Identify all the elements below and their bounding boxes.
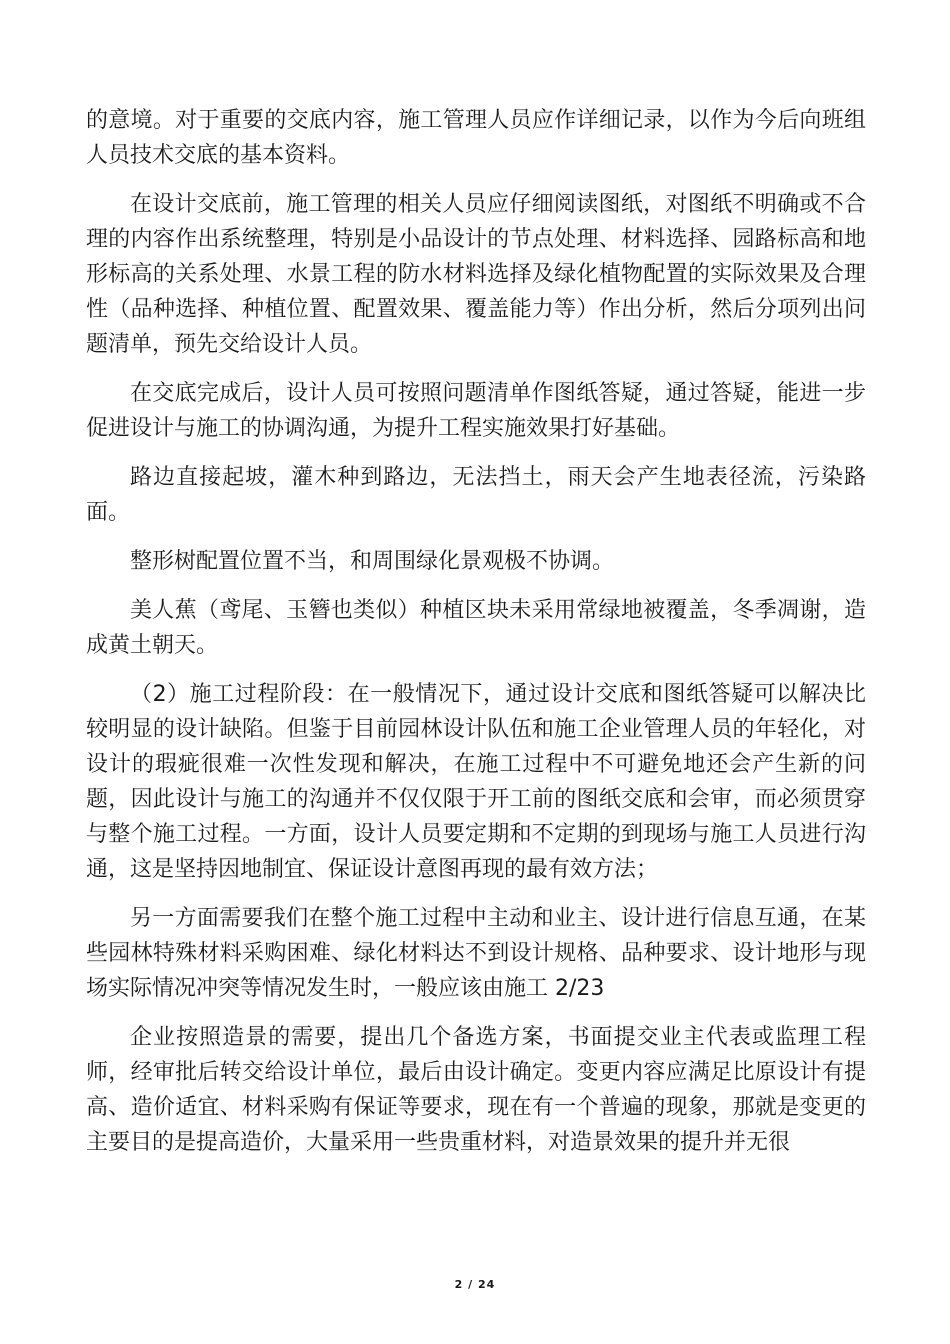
paragraph-8: 另一方面需要我们在整个施工过程中主动和业主、设计进行信息互通，在某些园林特殊材料采购困难、绿化材料达不到设计规格、品种要求、设计地形与现场实际情况冲突等情况发生时，一般应该由施工 2/23 [86,906,866,1001]
paragraph-3: 在交底完成后，设计人员可按照问题清单作图纸答疑，通过答疑，能进一步促进设计与施工的协调沟通，为提升工程实施效果打好基础。 [86,381,866,441]
paragraph-2: 在设计交底前，施工管理的相关人员应仔细阅读图纸，对图纸不明确或不合理的内容作出系统整理，特别是小品设计的节点处理、材料选择、园路标高和地形标高的关系处理、水景工程的防水材料选择及绿化植物配置的实际效果及合理性（品种选择、种植位置、配置效果、覆盖能力等）作出分析，然后分项列出问题清单，预先交给设计人员。 [86,192,866,357]
paragraph-9: 企业按照造景的需要，提出几个备选方案，书面提交业主代表或监理工程师，经审批后转交给设计单位，最后由设计确定。变更内容应满足比原设计有提高、造价适宜、材料采购有保证等要求，现在有一个普遍的现象，那就是变更的主要目的是提高造价，大量采用一些贵重材料，对造景效果的提升并无很 [86,1025,866,1155]
document-body [86,103,866,1174]
paragraph-7: （2）施工过程阶段：在一般情况下，通过设计交底和图纸答疑可以解决比较明显的设计缺陷。但鉴于目前园林设计队伍和施工企业管理人员的年轻化，对设计的瑕疵很难一次性发现和解决，在施工过程中不可避免地还会产生新的问题，因此设计与施工的沟通并不仅仅限于开工前的图纸交底和会审，而必须贯穿与整个施工过程。一方面，设计人员要定期和不定期的到现场与施工人员进行沟通，这是坚持因地制宜、保证设计意图再现的最有效方法； [86,682,866,882]
paragraph-6: 美人蕉（鸢尾、玉簪也类似）种植区块未采用常绿地被覆盖，冬季凋谢，造成黄土朝天。 [86,598,866,658]
paragraph-1: 的意境。对于重要的交底内容，施工管理人员应作详细记录，以作为今后向班组人员技术交底的基本资料。 [86,108,866,168]
paragraph-5: 整形树配置位置不当，和周围绿化景观极不协调。 [130,549,615,574]
paragraph-4: 路边直接起坡，灌木种到路边，无法挡土，雨天会产生地表径流，污染路面。 [86,465,866,525]
page-number-footer: 2 / 24 [454,1278,496,1291]
